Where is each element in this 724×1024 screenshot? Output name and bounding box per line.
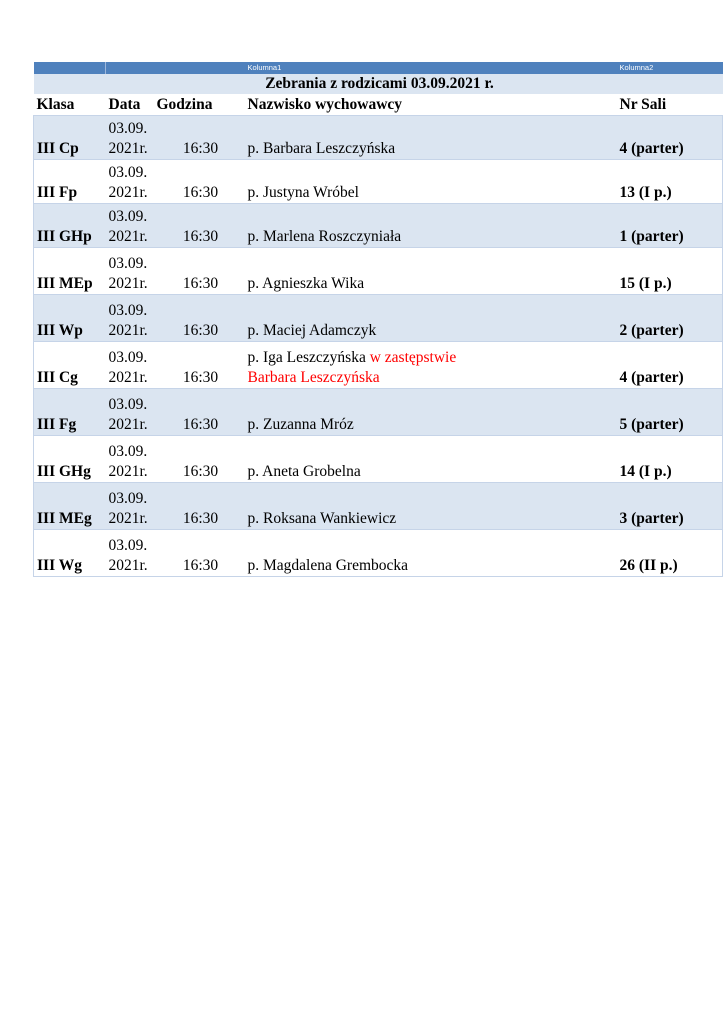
class-cell: III Fg [34, 389, 106, 436]
date-year: 2021r. [108, 510, 148, 527]
column-header-sala: Nr Sali [617, 95, 723, 116]
room-cell: 3 (parter) [617, 483, 723, 530]
teacher-name: p. Barbara Leszczyńska [247, 140, 396, 157]
teacher-cell [245, 342, 617, 389]
time-cell: 16:30 [154, 530, 245, 577]
time-cell: 16:30 [154, 483, 245, 530]
time-cell: 16:30 [154, 160, 245, 204]
teacher-name: p. Maciej Adamczyk [247, 322, 377, 339]
date-year: 2021r. [108, 322, 148, 339]
substitution-note: w zastępstwie [369, 349, 457, 366]
time-cell: 16:30 [154, 204, 245, 248]
date-cell [106, 248, 154, 295]
table-row [34, 116, 723, 160]
table-row [34, 160, 723, 204]
column-header-godzina: Godzina [154, 95, 245, 116]
room-cell: 5 (parter) [617, 389, 723, 436]
class-cell: III Wg [34, 530, 106, 577]
date-line: 03.09. [108, 120, 148, 137]
class-cell: III MEg [34, 483, 106, 530]
teacher-cell [245, 483, 617, 530]
table-row [34, 295, 723, 342]
date-line: 03.09. [108, 443, 148, 460]
column-label-kolumna2: Kolumna2 [617, 62, 723, 74]
table-row [34, 389, 723, 436]
date-cell [106, 204, 154, 248]
teacher-cell [245, 160, 617, 204]
teacher-name: p. Justyna Wróbel [247, 184, 359, 201]
room-cell: 4 (parter) [617, 116, 723, 160]
date-line: 03.09. [108, 208, 148, 225]
date-line: 03.09. [108, 164, 148, 181]
class-cell: III Wp [34, 295, 106, 342]
class-cell: III GHg [34, 436, 106, 483]
room-cell: 14 (I p.) [617, 436, 723, 483]
band-cell [34, 62, 106, 74]
teacher-cell [245, 436, 617, 483]
column-header-row [34, 95, 723, 116]
room-cell: 1 (parter) [617, 204, 723, 248]
column-label-kolumna1: Kolumna1 [245, 62, 617, 74]
time-cell: 16:30 [154, 436, 245, 483]
teacher-name: p. Magdalena Grembocka [247, 557, 409, 574]
table-row [34, 204, 723, 248]
date-year: 2021r. [108, 416, 148, 433]
teacher-name: p. Zuzanna Mróz [247, 416, 354, 433]
time-cell: 16:30 [154, 342, 245, 389]
class-cell: III GHp [34, 204, 106, 248]
teacher-name: p. Marlena Roszczyniała [247, 228, 402, 245]
room-cell: 15 (I p.) [617, 248, 723, 295]
table-row [34, 342, 723, 389]
date-year: 2021r. [108, 140, 148, 157]
date-line: 03.09. [108, 302, 148, 319]
band-cell [154, 62, 245, 74]
room-cell: 4 (parter) [617, 342, 723, 389]
teacher-cell [245, 116, 617, 160]
teacher-cell [245, 248, 617, 295]
date-cell [106, 342, 154, 389]
title-row [34, 74, 723, 95]
teacher-cell [245, 389, 617, 436]
meeting-schedule-sheet [33, 62, 722, 577]
time-cell: 16:30 [154, 116, 245, 160]
date-year: 2021r. [108, 369, 148, 386]
table-row [34, 530, 723, 577]
date-cell [106, 295, 154, 342]
schedule-table [33, 62, 723, 577]
teacher-name: p. Iga Leszczyńska [247, 349, 366, 366]
date-year: 2021r. [108, 557, 148, 574]
column-header-nazwisko: Nazwisko wychowawcy [245, 95, 617, 116]
room-cell: 13 (I p.) [617, 160, 723, 204]
date-year: 2021r. [108, 275, 148, 292]
date-year: 2021r. [108, 463, 148, 480]
class-cell: III Cp [34, 116, 106, 160]
room-cell: 26 (II p.) [617, 530, 723, 577]
date-line: 03.09. [108, 490, 148, 507]
class-cell: III Fp [34, 160, 106, 204]
date-line: 03.09. [108, 255, 148, 272]
teacher-name: p. Roksana Wankiewicz [247, 510, 397, 527]
date-line: 03.09. [108, 396, 148, 413]
class-cell: III MEp [34, 248, 106, 295]
time-cell: 16:30 [154, 248, 245, 295]
table-row [34, 483, 723, 530]
date-year: 2021r. [108, 228, 148, 245]
date-line: 03.09. [108, 349, 148, 366]
teacher-cell [245, 204, 617, 248]
teacher-cell [245, 530, 617, 577]
time-cell: 16:30 [154, 295, 245, 342]
teacher-cell [245, 295, 617, 342]
time-cell: 16:30 [154, 389, 245, 436]
date-cell [106, 116, 154, 160]
teacher-name: p. Agnieszka Wika [247, 275, 365, 292]
room-cell: 2 (parter) [617, 295, 723, 342]
band-cell [106, 62, 154, 74]
table-row [34, 248, 723, 295]
class-cell: III Cg [34, 342, 106, 389]
substitution-name: Barbara Leszczyńska [247, 369, 380, 386]
table-header-band [34, 62, 723, 74]
page-title: Zebrania z rodzicami 03.09.2021 r. [34, 74, 723, 95]
date-year: 2021r. [108, 184, 148, 201]
date-cell [106, 483, 154, 530]
teacher-name: p. Aneta Grobelna [247, 463, 361, 480]
date-cell [106, 436, 154, 483]
column-header-klasa: Klasa [34, 95, 106, 116]
table-row [34, 436, 723, 483]
date-line: 03.09. [108, 537, 148, 554]
date-cell [106, 530, 154, 577]
date-cell [106, 389, 154, 436]
column-header-data: Data [106, 95, 154, 116]
date-cell [106, 160, 154, 204]
